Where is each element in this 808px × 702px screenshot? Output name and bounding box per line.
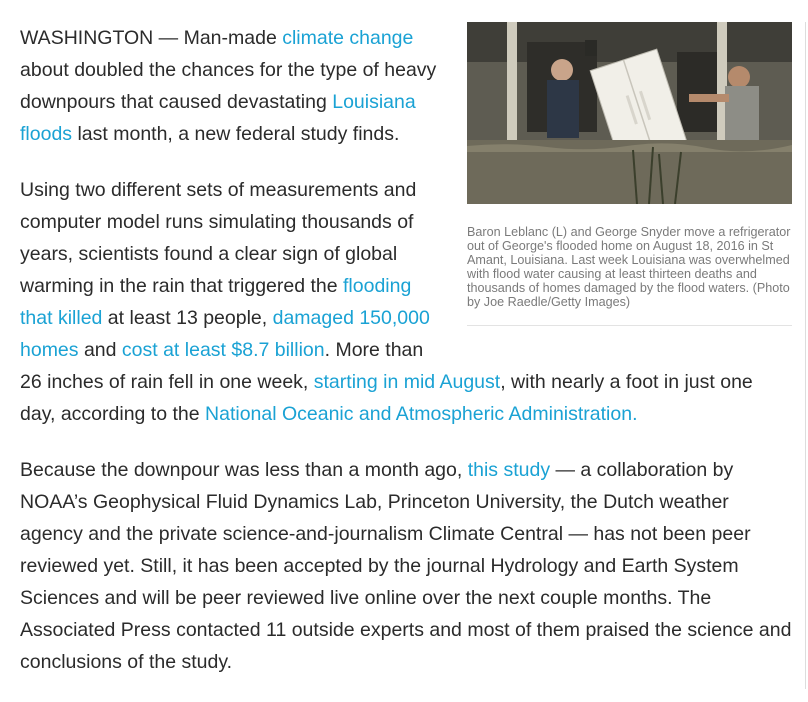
p1-text-1: WASHINGTON — Man-made [20,27,283,49]
paragraph-3 [20,454,792,678]
link-this-study[interactable]: this study [467,459,551,481]
p2-text-5: , with nearly a foot in just one day, according to the [20,371,753,425]
p2-text-3: and [78,339,122,361]
flood-photo[interactable] [467,22,792,204]
photo-caption: Baron Leblanc (L) and George Snyder move a refrigerator out of George's flooded home on August 18, 2016 in St Amant, Louisiana. Last week Louisiana was overwhelmed with flood water causing at least thirteen deaths and thousands of homes damaged by the flood waters. (Photo by Joe Raedle/Getty Images) [467,225,791,309]
page-right-border [805,22,806,689]
link-cost[interactable]: cost at least $8.7 billion [121,339,325,361]
link-mid-august[interactable]: starting in mid August [313,371,501,393]
article-body [20,22,792,702]
link-noaa[interactable]: National Oceanic and Atmospheric Administration. [205,403,638,425]
p2-text-1: Using two different sets of measurements and computer model runs simulating thousands of years, scientists found a clear sign of global warming in the rain that triggered the [20,179,417,297]
link-flooding-that-killed[interactable]: flooding that killed [20,275,412,329]
p2-text-2: at least 13 people, [102,307,273,329]
link-climate-change[interactable]: climate change [282,27,414,49]
p2-text-4: . More than 26 inches of rain fell in one week, [20,339,424,393]
p1-text-3: last month, a new federal study finds. [72,123,400,145]
photo-figure [467,22,792,326]
p3-text-1: Because the downpour was less than a month ago, [20,459,468,481]
p3-text-2: — a collaboration by NOAA’s Geophysical Fluid Dynamics Lab, Princeton University, the Dutch weather agency and the private science-and-journalism Climate Central — has not been peer reviewed yet. Still, it has been accepted by the journal Hydrology and Earth System Sciences and will be peer reviewed live online over the next couple months. The Associated Press contacted 11 outside experts and most of them praised the science and conclusions of the study. [20,459,792,673]
flood-photo-illustration [467,22,792,204]
link-damaged-homes[interactable]: damaged 150,000 homes [20,307,430,361]
p1-text-2: about doubled the chances for the type of heavy downpours that caused devastating [20,59,437,113]
link-louisiana-floods[interactable]: Louisiana floods [20,91,416,145]
